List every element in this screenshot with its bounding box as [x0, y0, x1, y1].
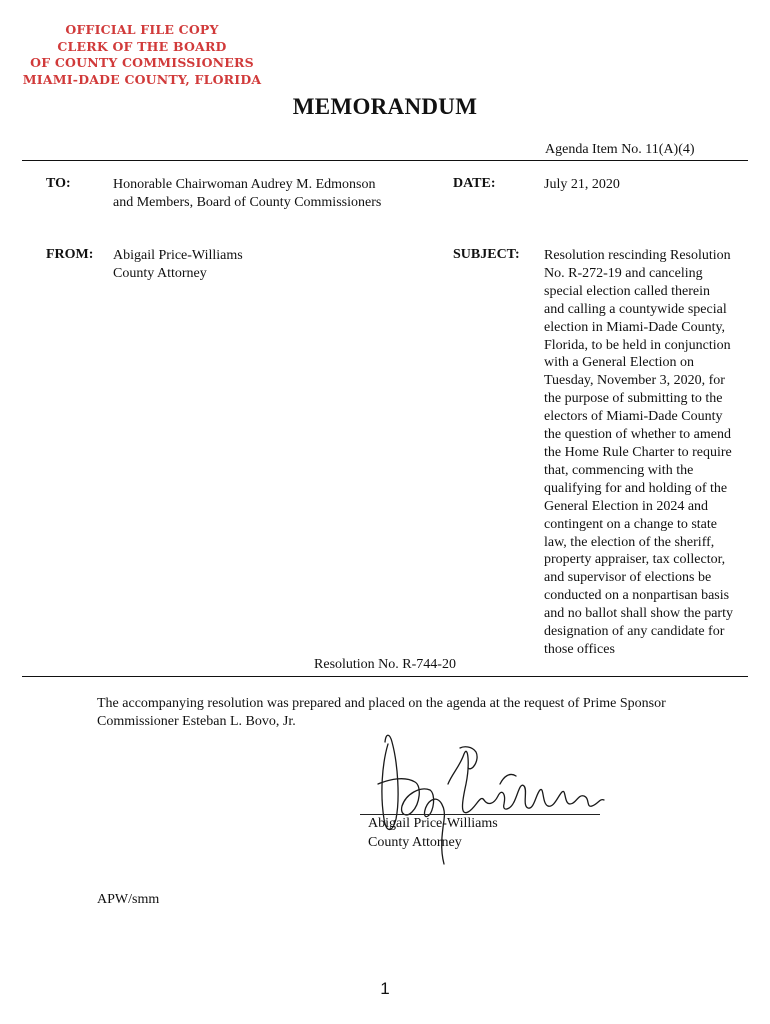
subject-line: with a General Election on [544, 355, 695, 371]
subject-line: designation of any candidate for [544, 624, 725, 640]
from-label: FROM: [46, 247, 94, 262]
subject-line: electors of Miami-Dade County [544, 409, 723, 425]
subject-line: the question of whether to amend [544, 427, 732, 443]
stamp-line: OF COUNTY COMMISSIONERS [30, 55, 254, 70]
subject-line: Resolution rescinding Resolution [544, 248, 731, 263]
official-file-copy-stamp [22, 22, 262, 88]
subject-line: and no ballot shall show the party [544, 606, 733, 622]
from-line: County Attorney [113, 266, 207, 281]
subject-line: and supervisor of elections be [544, 570, 712, 586]
subject-line: and calling a countywide special [544, 301, 727, 317]
subject-line: election in Miami-Dade County, [544, 319, 726, 335]
subject-line: General Election in 2024 and [544, 498, 709, 514]
signatory-name: Abigail Price-Williams [368, 816, 498, 831]
subject-line: those offices [544, 641, 615, 657]
body-paragraph: The accompanying resolution was prepared and placed on the agenda at the request of Prime Sponsor Commissioner Esteban L. Bovo, Jr. [97, 696, 666, 729]
header-bottom-rule [22, 676, 748, 677]
from-line: Abigail Price-Williams [113, 248, 243, 263]
signature-line [360, 814, 600, 815]
subject-line: that, commencing with the [544, 462, 694, 478]
to-line: and Members, Board of County Commissioners [113, 195, 382, 210]
to-label: TO: [46, 176, 71, 191]
subject-line: the Home Rule Charter to require [544, 444, 732, 460]
agenda-item-number: Agenda Item No. 11(A)(4) [545, 142, 695, 157]
resolution-number: Resolution No. R-744-20 [314, 657, 456, 672]
stamp-line: CLERK OF THE BOARD [57, 38, 227, 54]
subject-line: special election called therein [544, 283, 710, 299]
subject-text [544, 247, 754, 659]
subject-line: Tuesday, November 3, 2020, for [544, 373, 725, 389]
subject-line: property appraiser, tax collector, [544, 552, 726, 568]
subject-line: qualifying for and holding of the [544, 480, 728, 496]
stamp-line: OFFICIAL FILE COPY [65, 22, 219, 37]
subject-label: SUBJECT: [453, 247, 520, 262]
to-line: Honorable Chairwoman Audrey M. Edmonson [113, 177, 376, 192]
subject-line: the purpose of submitting to the [544, 391, 723, 407]
subject-line: No. R-272-19 and canceling [544, 265, 703, 281]
subject-line: conducted on a nonpartisan basis [544, 588, 730, 604]
typist-initials: APW/smm [97, 892, 160, 907]
signatory-title: County Attorney [368, 835, 462, 850]
subject-line: contingent on a change to state [544, 516, 717, 532]
stamp-line: MIAMI-DADE COUNTY, FLORIDA [22, 71, 262, 87]
subject-line: Florida, to be held in conjunction [544, 337, 731, 353]
header-top-rule [22, 160, 748, 161]
date-value: July 21, 2020 [544, 177, 620, 192]
date-label: DATE: [453, 176, 496, 191]
page-title: MEMORANDUM [292, 94, 478, 119]
subject-line: law, the election of the sheriff, [544, 534, 715, 550]
page-number: 1 [380, 979, 390, 998]
